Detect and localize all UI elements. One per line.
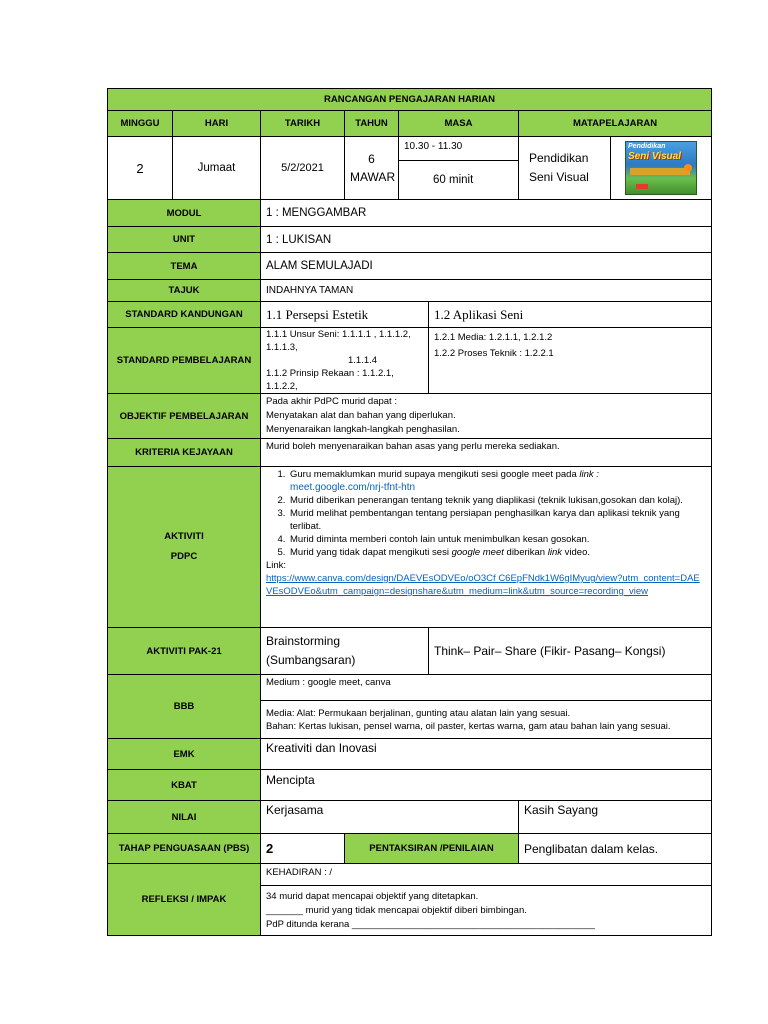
masa-value: [399, 137, 519, 200]
sp-label: STANDARD PEMBELAJARAN: [108, 328, 261, 394]
minggu-label: MINGGU: [108, 111, 173, 137]
sk-value-1: 1.1 Persepsi Estetik: [261, 302, 429, 328]
link-label: Link:: [266, 560, 287, 571]
kbat-label: KBAT: [108, 770, 261, 801]
plan-table: [107, 88, 712, 936]
objektif-label: OBJEKTIF PEMBELAJARAN: [108, 394, 261, 439]
subject-line1: Pendidikan: [529, 151, 589, 165]
sk-value-2: 1.2 Aplikasi Seni: [429, 302, 712, 328]
aktiviti-item-2: 2. Murid diberikan penerangan tentang teknik yang diaplikasi (teknik lukisan,gosokan dan kolaj).: [288, 494, 706, 507]
subject: [519, 137, 611, 200]
kbat-value: Mencipta: [261, 770, 712, 801]
refleksi-label: REFLEKSI / IMPAK: [108, 864, 261, 936]
lesson-plan-body: [107, 88, 711, 936]
refleksi-kehadiran: KEHADIRAN : /: [261, 864, 712, 886]
sk-label: STANDARD KANDUNGAN: [108, 302, 261, 328]
pak21-1b: (Sumbangsaran): [266, 653, 356, 667]
aktiviti-item-3: 3. Murid melihat pembentangan tentang persiapan penghasilkan karya dan aplikasi teknik yang terlibat.: [288, 507, 706, 533]
logo-text-1: Pendidikan: [628, 143, 666, 150]
bbb-value-2: [261, 701, 712, 739]
tajuk-label: TAJUK: [108, 280, 261, 302]
sp-1c: 1.1.2 Prinsip Rekaan : 1.1.2.1, 1.1.2.2,: [266, 368, 394, 392]
pentaksiran-value: Penglibatan dalam kelas.: [519, 834, 712, 864]
logo-banner: [630, 168, 690, 175]
tarikh-label: TARIKH: [261, 111, 345, 137]
hari-label: HARI: [173, 111, 261, 137]
aktiviti-label: [108, 467, 261, 628]
emk-label: EMK: [108, 739, 261, 770]
tema-label: TEMA: [108, 253, 261, 280]
kriteria-value: Murid boleh menyenaraikan bahan asas yang perlu mereka sediakan.: [261, 439, 712, 467]
modul-value: 1 : MENGGAMBAR: [261, 200, 712, 227]
aktiviti-5-b: google meet: [451, 547, 504, 558]
aktiviti-5-d: link: [547, 547, 562, 558]
canva-link[interactable]: https://www.canva.com/design/DAEVEsODVEo/oO3Cf C6EpFNdk1W6gIMyug/view?utm_content=DAEVEsODVEo&utm_campaign=designshare&utm_medium=link&utm_source=recording_view: [266, 573, 700, 597]
sp-1b: 1.1.1.4: [348, 355, 378, 366]
tahun-value: [345, 137, 399, 200]
objektif-3: Menyenaraikan langkah-langkah penghasilan.: [266, 424, 460, 435]
tajuk-value: INDAHNYA TAMAN: [261, 280, 712, 302]
sp-1a: 1.1.1 Unsur Seni: 1.1.1.1 , 1.1.1.2, 1.1.1.3,: [266, 329, 411, 353]
subject-logo-cell: [611, 137, 712, 200]
kriteria-label: KRITERIA KEJAYAAN: [108, 439, 261, 467]
logo-car-icon: [636, 184, 648, 189]
refleksi-value: [261, 886, 712, 936]
pak21-value-2: Think– Pair– Share (Fikir- Pasang– Kongsi): [429, 628, 712, 675]
aktiviti-value: [261, 467, 712, 628]
aktiviti-label-1: AKTIVITI: [164, 531, 204, 542]
masa-duration: 60 minit: [433, 173, 474, 186]
sp-value-2: [429, 328, 712, 394]
refleksi-4: PdP ditunda kerana ______________________________________________: [266, 918, 595, 930]
tarikh-value: 5/2/2021: [261, 137, 345, 200]
modul-label: MODUL: [108, 200, 261, 227]
sp-2b: 1.2.2 Proses Teknik : 1.2.2.1: [434, 348, 554, 359]
masa-time: 10.30 - 11.30: [399, 138, 518, 161]
hari-value: Jumaat: [173, 137, 261, 200]
aktiviti-5-c: diberikan: [503, 547, 548, 558]
tp-value: 2: [261, 834, 345, 864]
objektif-2: Menyatakan alat dan bahan yang diperlukan.: [266, 410, 456, 421]
pak21-value-1: [261, 628, 429, 675]
unit-label: UNIT: [108, 227, 261, 253]
unit-value: 1 : LUKISAN: [261, 227, 712, 253]
logo-text-2: Seni Visual: [628, 151, 681, 162]
aktiviti-label-2: PDPC: [170, 551, 198, 562]
bbb-label: BBB: [108, 675, 261, 739]
aktiviti-list: [266, 468, 706, 559]
matapelajaran-label: MATAPELAJARAN: [519, 111, 712, 137]
pak21-label: AKTIVITI PAK-21: [108, 628, 261, 675]
aktiviti-1-text: Guru memaklumkan murid supaya mengikuti sesi google meet pada: [290, 469, 580, 480]
aktiviti-5-e: video.: [562, 547, 590, 558]
nilai-value-1: Kerjasama: [261, 801, 519, 834]
tema-value: ALAM SEMULAJADI: [261, 253, 712, 280]
refleksi-3: _______ murid yang tidak mencapai objektif diberi bimbingan.: [266, 904, 527, 916]
meet-link[interactable]: meet.google.com/nrj-tfnt-htn: [290, 482, 416, 493]
objektif-1: Pada akhir PdPC murid dapat :: [266, 396, 397, 407]
tahun-kelas: MAWAR: [350, 170, 396, 184]
refleksi-2: 34 murid dapat mencapai objektif yang ditetapkan.: [266, 890, 479, 902]
nilai-value-2: Kasih Sayang: [519, 801, 712, 834]
minggu-value: 2: [108, 137, 173, 200]
aktiviti-1-link-word: link :: [579, 469, 599, 480]
subject-line2: Seni Visual: [529, 170, 589, 184]
aktiviti-item-4: 4. Murid diminta memberi contoh lain untuk menimbulkan kesan gosokan.: [288, 533, 706, 546]
tp-label: TAHAP PENGUASAAN (PBS): [108, 834, 261, 864]
sp-value-1: [261, 328, 429, 394]
pentaksiran-label: PENTAKSIRAN /PENILAIAN: [345, 834, 519, 864]
logo-sun-icon: [684, 164, 692, 172]
emk-value: Kreativiti dan Inovasi: [261, 739, 712, 770]
aktiviti-item-1: [288, 468, 706, 494]
objektif-value: [261, 394, 712, 439]
tahun-number: 6: [368, 152, 375, 166]
bbb-value-1: Medium : google meet, canva: [261, 675, 712, 701]
aktiviti-item-5: [288, 546, 706, 559]
bbb-3: Bahan: Kertas lukisan, pensel warna, oil paster, kertas warna, gam atau bahan lain yang sesuai.: [266, 720, 671, 732]
masa-label: MASA: [399, 111, 519, 137]
aktiviti-5-a: Murid yang tidak dapat mengikuti sesi: [290, 547, 452, 558]
doc-title: RANCANGAN PENGAJARAN HARIAN: [108, 89, 712, 111]
sp-2a: 1.2.1 Media: 1.2.1.1, 1.2.1.2: [434, 332, 553, 343]
subject-logo: [625, 141, 697, 195]
bbb-2: Media: Alat: Permukaan berjalinan, gunting atau alatan lain yang sesuai.: [266, 707, 571, 719]
nilai-label: NILAI: [108, 801, 261, 834]
tahun-label: TAHUN: [345, 111, 399, 137]
pak21-1a: Brainstorming: [266, 634, 341, 648]
